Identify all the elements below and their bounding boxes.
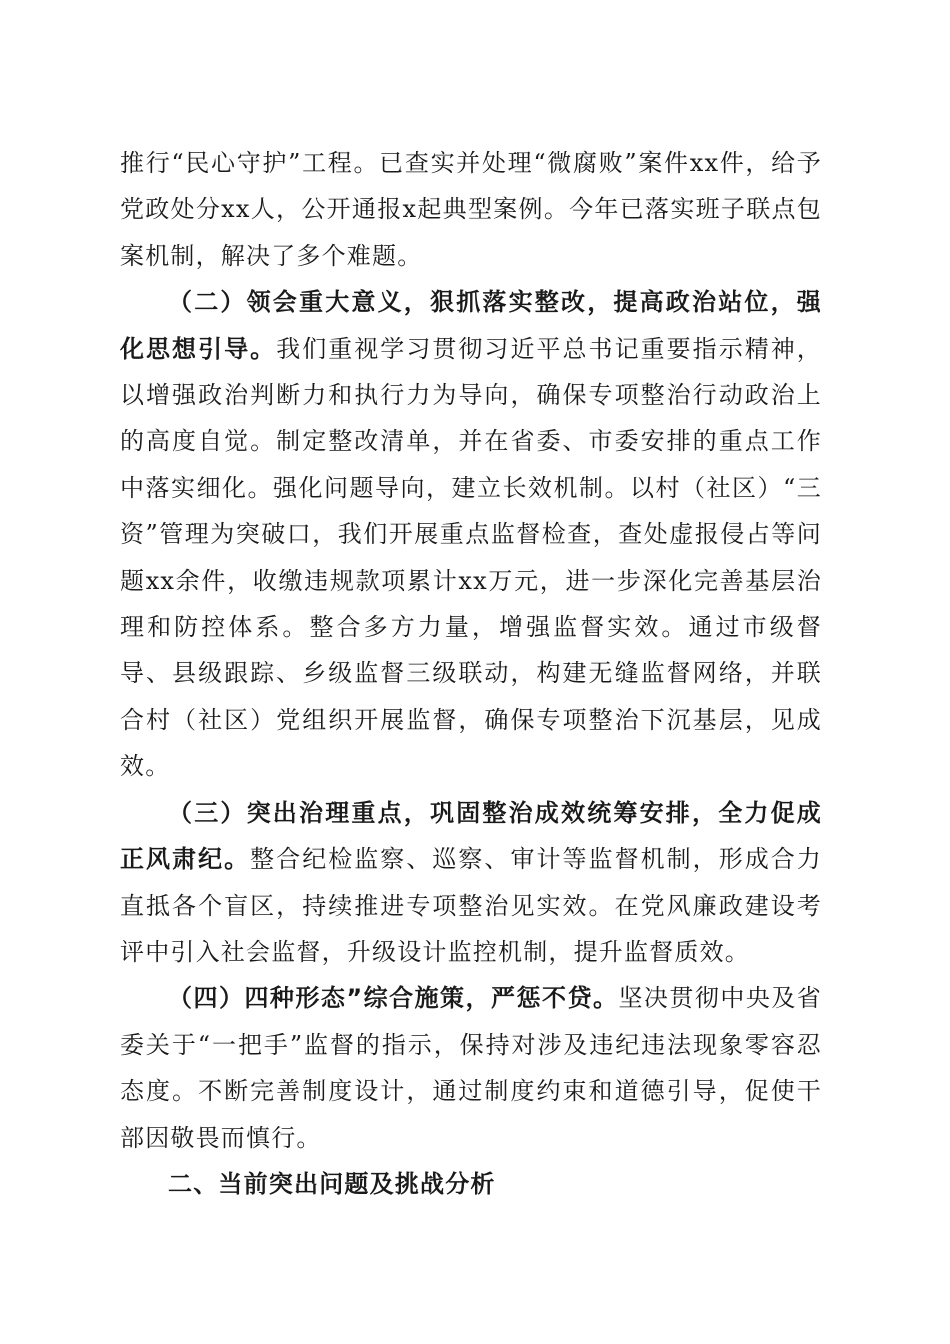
paragraph-3-lead: （三）突出治理重点，巩固整治成效统筹安排，全力促成正风肃纪。: [120, 798, 822, 874]
paragraph-3: [120, 790, 822, 976]
section-heading: 二、当前突出问题及挑战分析: [168, 1169, 496, 1198]
paragraph-2-text: 我们重视学习贯彻习近平总书记重要指示精神，以增强政治判断力和执行力为导向，确保专项整治行动政治上的高度自觉。制定整改清单，并在省委、市委安排的重点工作中落实细化。强化问题导向，建立长效机制。以村（社区）“三资”管理为突破口，我们开展重点监督检查，查处虚报侵占等问题xx余件，收缴违规款项累计xx万元，进一步深化完善基层治理和防控体系。整合多方力量，增强监督实效。通过市级督导、县级跟踪、乡级监督三级联动，构建无缝监督网络，并联合村（社区）党组织开展监督，确保专项整治下沉基层，见成效。: [120, 334, 822, 781]
paragraph-4-lead: （四）四种形态”综合施策，严惩不贷。: [168, 984, 619, 1013]
document-body: [120, 140, 822, 1207]
paragraph-1-text: 推行“民心守护”工程。已查实并处理“微腐败”案件xx件，给予党政处分xx人，公开通报x起典型案例。今年已落实班子联点包案机制，解决了多个难题。: [120, 149, 822, 270]
paragraph-3-text: 整合纪检监察、巡察、审计等监督机制，形成合力直抵各个盲区，持续推进专项整治见实效。在党风廉政建设考评中引入社会监督，升级设计监控机制，提升监督质效。: [120, 845, 822, 966]
paragraph-1: [120, 140, 822, 279]
paragraph-4: [120, 975, 822, 1161]
paragraph-2: [120, 279, 822, 789]
paragraph-4-text: 坚决贯彻中央及省委关于“一把手”监督的指示，保持对涉及违纪违法现象零容忍态度。不断完善制度设计，通过制度约束和道德引导，促使干部因敬畏而慎行。: [120, 984, 823, 1152]
paragraph-2-lead: （二）领会重大意义，狠抓落实整改，提高政治站位，强化思想引导。: [120, 288, 822, 363]
